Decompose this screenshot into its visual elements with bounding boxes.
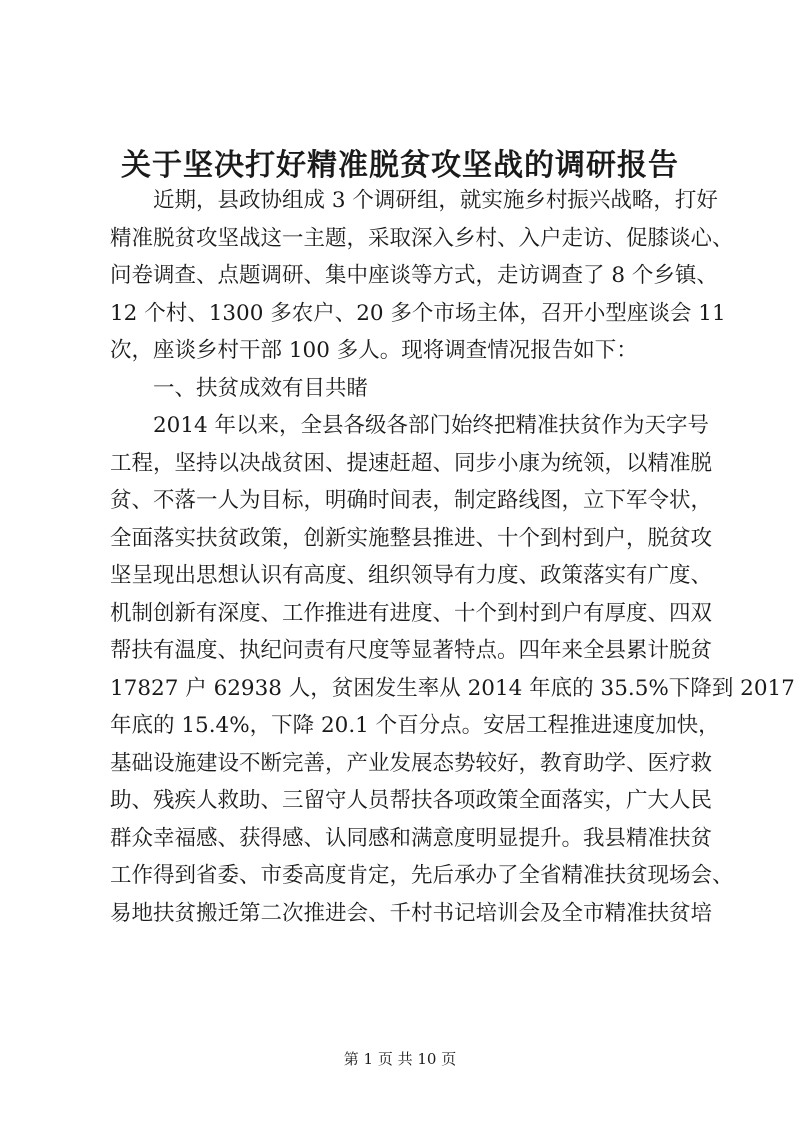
paragraph-line: 帮扶有温度、执纪问责有尺度等显著特点。四年来全县累计脱贫 (110, 638, 713, 663)
paragraph-line: 易地扶贫搬迁第二次推进会、千村书记培训会及全市精准扶贫培 (110, 900, 713, 926)
page-number-footer: 第 1 页 共 10 页 (343, 1050, 457, 1068)
paragraph-line: 工作得到省委、市委高度肯定，先后承办了全省精准扶贫现场会、 (110, 863, 734, 888)
paragraph-line: 12 个村、1300 多农户、20 多个市场主体，召开小型座谈会 11 (110, 300, 726, 326)
paragraph-line: 精准脱贫攻坚战这一主题，采取深入乡村、入户走访、促膝谈心、 (110, 225, 734, 251)
paragraph-line: 全面落实扶贫政策，创新实施整县推进、十个到村到户，脱贫攻 (110, 525, 713, 551)
paragraph-line: 坚呈现出思想认识有高度、组织领导有力度、政策落实有广度、 (110, 563, 713, 588)
paragraph-line: 17827 户 62938 人，贫困发生率从 2014 年底的 35.5%下降到 2017 (110, 675, 795, 701)
paragraph-line: 近期，县政协组成 3 个调研组，就实施乡村振兴战略，打好 (153, 188, 718, 213)
section-heading: 一、扶贫成效有目共睹 (153, 375, 369, 401)
paragraph-line: 2014 年以来，全县各级各部门始终把精准扶贫作为天字号 (153, 413, 710, 438)
paragraph-line: 基础设施建设不断完善，产业发展态势较好，教育助学、医疗救 (110, 750, 713, 776)
paragraph-line: 机制创新有深度、工作推进有进度、十个到村到户有厚度、四双 (110, 600, 713, 626)
paragraph-line: 群众幸福感、获得感、认同感和满意度明显提升。我县精准扶贫 (110, 825, 713, 851)
paragraph-line: 次，座谈乡村干部 100 多人。现将调查情况报告如下： (110, 338, 638, 363)
paragraph-line: 问卷调查、点题调研、集中座谈等方式，走访调查了 8 个乡镇、 (110, 263, 718, 288)
paragraph-line: 助、残疾人救助、三留守人员帮扶各项政策全面落实，广大人民 (110, 788, 713, 813)
document-title: 关于坚决打好精准脱贫攻坚战的调研报告 (121, 148, 679, 183)
paragraph-line: 年底的 15.4%，下降 20.1 个百分点。安居工程推进速度加快， (110, 713, 720, 738)
paragraph-line: 贫、不落一人为目标，明确时间表，制定路线图，立下军令状， (110, 488, 713, 513)
paragraph-line: 工程，坚持以决战贫困、提速赶超、同步小康为统领，以精准脱 (110, 450, 713, 476)
document-body (110, 182, 795, 932)
